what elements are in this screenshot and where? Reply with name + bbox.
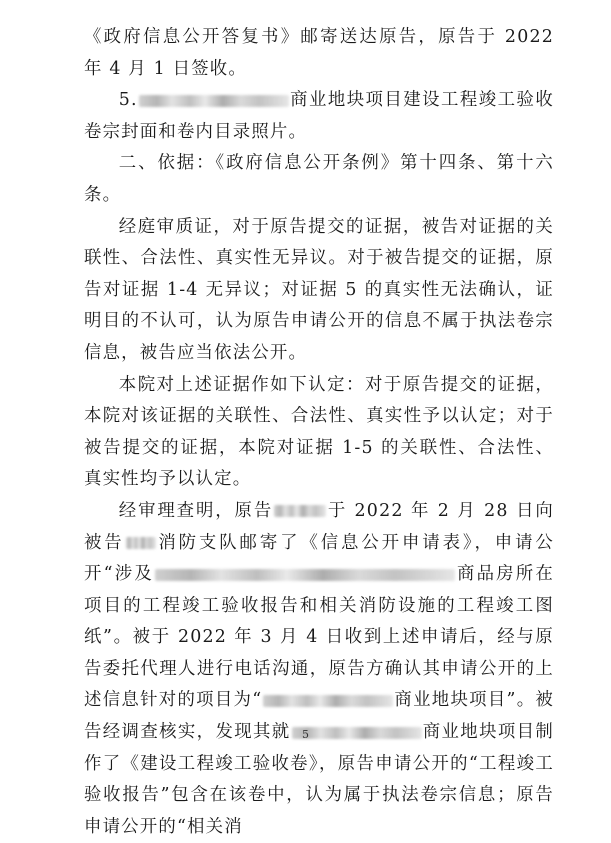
- paragraph-text: 商业地块项目”。被告经调查核实，发现其就: [84, 690, 554, 743]
- paragraph-text: 商业地块项目制作了《建设工程竣工验收卷》，原告申请公开的“工程竣工验收报告”包含在该卷中，认为属于执法卷宗信息；原告申请公开的“相关消: [84, 722, 555, 837]
- paragraph-text: 5.: [118, 90, 138, 111]
- redacted-text: [139, 95, 289, 107]
- document-body: [84, 22, 554, 843]
- paragraph-text: 二、依据：《政府信息公开条例》第十四条、第十六条。: [84, 153, 554, 205]
- page-number: 5: [302, 728, 309, 741]
- redacted-text: [126, 537, 156, 549]
- paragraph: [84, 148, 554, 211]
- paragraph-text: 消防支队邮寄了《信息公开申请表》，申请公开“涉及: [84, 532, 554, 585]
- paragraph: [84, 212, 554, 370]
- redacted-text: [263, 695, 393, 707]
- paragraph-text: 经审理查明，原告: [118, 500, 274, 521]
- redacted-text: [155, 569, 455, 581]
- paragraph: [84, 22, 554, 85]
- paragraph: [84, 496, 554, 843]
- paragraph-text: 于 2022 年 2 月 28 日向被告: [84, 500, 554, 553]
- paragraph-text: 经庭审质证，对于原告提交的证据，被告对证据的关联性、合法性、真实性无异议。对于被告提交的证据，原告对证据 1-4 无异议；对证据 5 的真实性无法确认，证明目的不认可，认为原告申请公开的信息不属于执法卷宗信息，被告应当依法公开。: [84, 216, 554, 363]
- paragraph: [84, 85, 554, 148]
- paragraph-text: 商业地块项目建设工程竣工验收卷宗封面和卷内目录照片。: [84, 90, 554, 142]
- paragraph: [84, 370, 554, 496]
- paragraph-text: 《政府信息公开答复书》邮寄送达原告，原告于 2022 年 4 月 1 日签收。: [84, 27, 554, 79]
- paragraph-text: 商品房所在项目的工程竣工验收报告和相关消防设施的工程竣工图纸”。被于 2022 年 3 月 4 日收到上述申请后，经与原告委托代理人进行电话沟通，原告方确认其申请公开的上述信息针对的项目为“: [84, 564, 554, 711]
- redacted-text: [274, 505, 326, 517]
- paragraph-text: 本院对上述证据作如下认定：对于原告提交的证据，本院对该证据的关联性、合法性、真实性予以认定；对于被告提交的证据，本院对证据 1-5 的关联性、合法性、真实性均予以认定。: [84, 374, 554, 490]
